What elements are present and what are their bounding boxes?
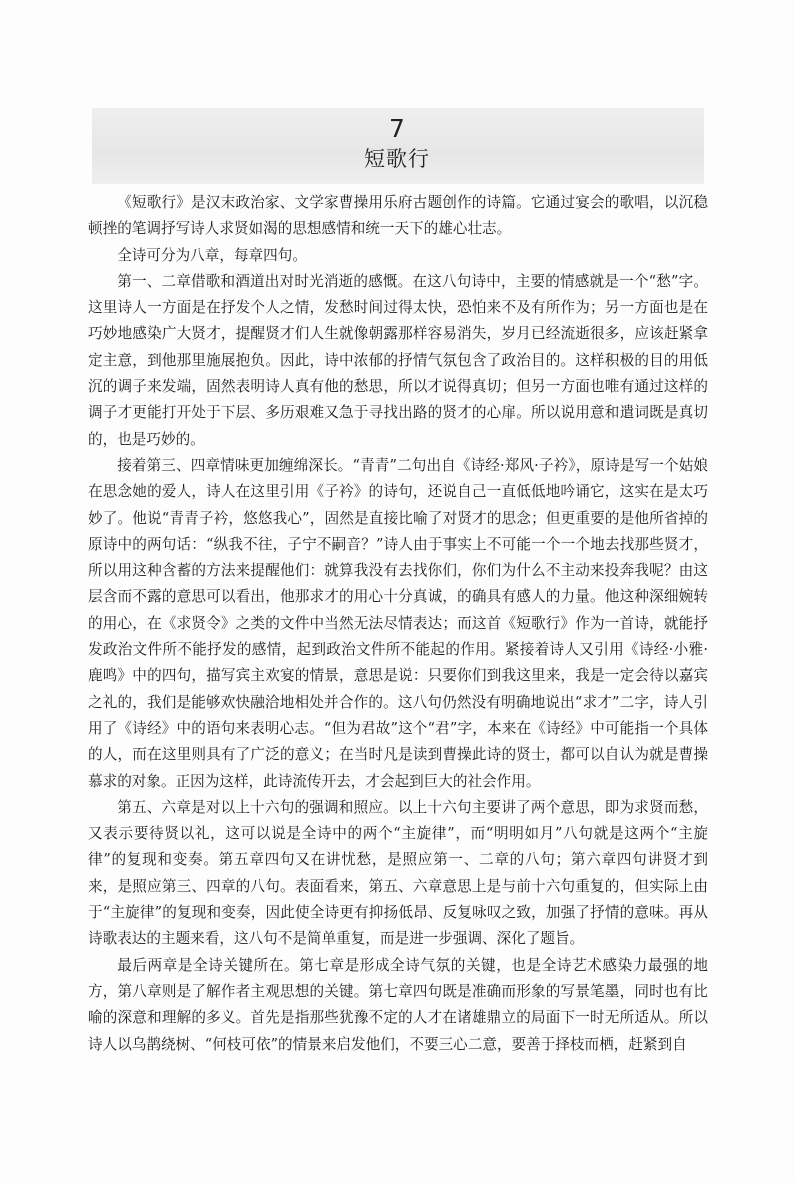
paragraph-structure: 全诗可分为八章，每章四句。 xyxy=(117,246,307,264)
paragraph-chapters-5-6: 第五、六章是对以上十六句的强调和照应。以上十六句主要讲了两个意思，即为求贤而愁，又表示要待贤以礼，这可以说是全诗中的两个“主旋律”，而“明明如月”八句就是这两个“主旋律”的复现和变奏。第五章四句又在讲忧愁，是照应第一、二章的八句；第六章四句讲贤才到来，是照应第三、四章的八句。表面看来，第五、六章意思上是与前十六句重复的，但实际上由于“主旋律”的复现和变奏，因此使全诗更有抑扬低昂、反复咏叹之致，加强了抒情的意味。再从诗歌表达的主题来看，这八句不是简单重复，而是进一步强调、深化了题旨。 xyxy=(88,798,708,948)
chapter-title: 短歌行 xyxy=(364,147,430,171)
body-text xyxy=(88,190,708,1058)
paragraph-intro: 《短歌行》是汉末政治家、文学家曹操用乐府古题创作的诗篇。它通过宴会的歌唱，以沉稳顿挫的笔调抒写诗人求贤如渴的思想感情和统一天下的雄心壮志。 xyxy=(88,194,708,238)
chapter-number: 7 xyxy=(389,114,405,143)
paragraph-chapters-7-8: 最后两章是全诗关键所在。第七章是形成全诗气氛的关键，也是全诗艺术感染力最强的地方，第八章则是了解作者主观思想的关键。第七章四句既是准确而形象的写景笔墨，同时也有比喻的深意和理解的多义。首先是指那些犹豫不定的人才在诸雄鼎立的局面下一时无所适从。所以诗人以乌鹊绕树、“何枝可依”的情景来启发他们，不要三心二意，要善于择枝而栖，赶紧到自 xyxy=(88,956,708,1053)
paragraph-chapters-3-4: 接着第三、四章情味更加缠绵深长。“青青”二句出自《诗经·郑风·子衿》，原诗是写一个姑娘在思念她的爱人，诗人在这里引用《子衿》的诗句，还说自己一直低低地吟诵它，这实在是太巧妙了。他说“青青子衿，悠悠我心”，固然是直接比喻了对贤才的思念；但更重要的是他所省掉的原诗中的两句话：“纵我不往，子宁不嗣音？”诗人由于事实上不可能一个一个地去找那些贤才，所以用这种含蓄的方法来提醒他们：就算我没有去找你们，你们为什么不主动来投奔我呢？由这层含而不露的意思可以看出，他那求才的用心十分真诚，的确具有感人的力量。他这种深细婉转的用心，在《求贤令》之类的文件中当然无法尽情表达；而这首《短歌行》作为一首诗，就能抒发政治文件所不能抒发的感情，起到政治文件所不能起的作用。紧接着诗人又引用《诗经·小雅·鹿鸣》中的四句，描写宾主欢宴的情景，意思是说：只要你们到我这里来，我是一定会待以嘉宾之礼的，我们是能够欢快融洽地相处并合作的。这八句仍然没有明确地说出“求才”二字，诗人引用了《诗经》中的语句来表明心志。“但为君故”这个“君”字，本来在《诗经》中可能指一个具体的人，而在这里则具有了广泛的意义；在当时凡是读到曹操此诗的贤士，都可以自认为就是曹操慕求的对象。正因为这样，此诗流传开去，才会起到巨大的社会作用。 xyxy=(88,456,708,790)
paragraph-chapters-1-2: 第一、二章借歌和酒道出对时光消逝的感慨。在这八句诗中，主要的情感就是一个“愁”字。这里诗人一方面是在抒发个人之情，发愁时间过得太快，恐怕来不及有所作为；另一方面也是在巧妙地感染广大贤才，提醒贤才们人生就像朝露那样容易消失，岁月已经流逝很多，应该赶紧拿定主意，到他那里施展抱负。因此，诗中浓郁的抒情气氛包含了政治目的。这样积极的目的用低沉的调子来发端，固然表明诗人真有他的愁思，所以才说得真切；但另一方面也唯有通过这样的调子才更能打开处于下层、多历艰难又急于寻找出路的贤才的心扉。所以说用意和遣词既是真切的，也是巧妙的。 xyxy=(88,272,708,448)
